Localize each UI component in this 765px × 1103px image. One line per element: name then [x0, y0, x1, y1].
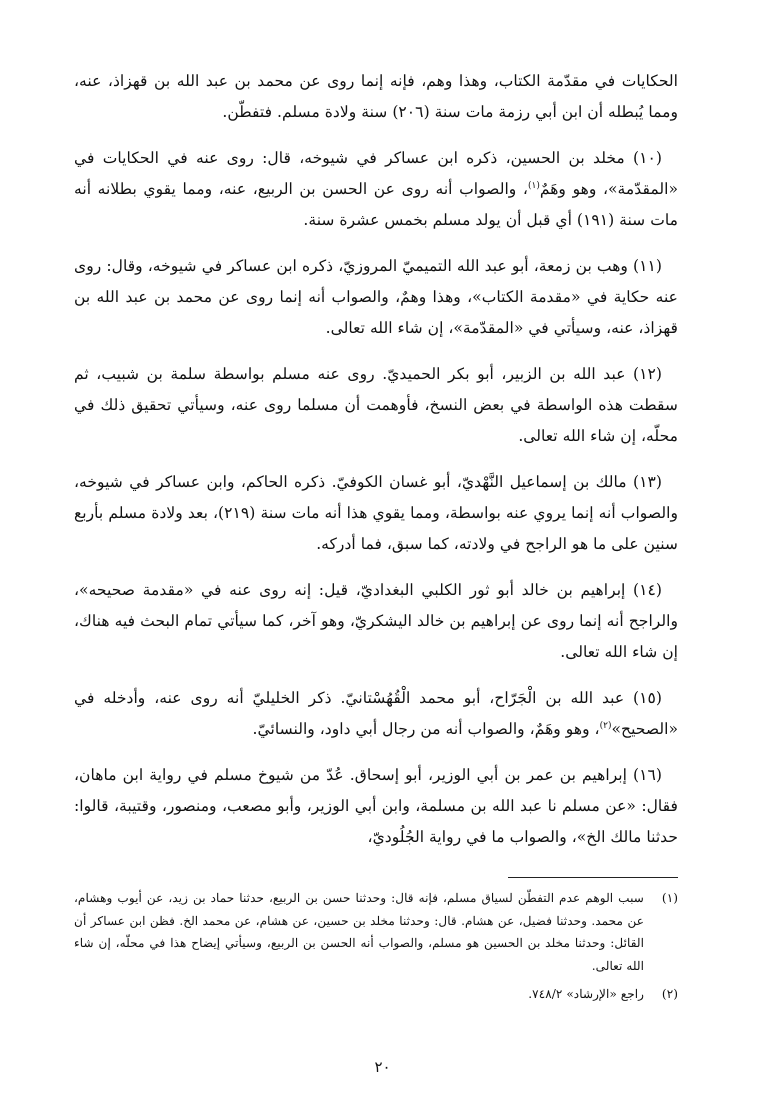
- footnote-ref: (٢): [599, 720, 612, 731]
- para-10: [74, 143, 678, 236]
- paragraph-text: (١٤) إبراهيم بن خالد أبو ثور الكلبي البغداديّ، قيل: إنه روى عنه في «مقدمة صحيحه»، والراجح أنه إنما روى عن إبراهيم بن خالد اليشكريّ، وهو آخر، كما سيأتي تمام البحث فيه هناك، إن شاء الله تعالى.: [74, 581, 678, 661]
- para-13: [74, 467, 678, 560]
- footnote-number: (١): [661, 891, 678, 905]
- para-15: [74, 683, 678, 745]
- para-16: [74, 760, 678, 853]
- para-12: [74, 359, 678, 452]
- paragraph-text: (١٣) مالك بن إسماعيل النَّهْديّ، أبو غسان الكوفيّ. ذكره الحاكم، وابن عساكر في شيوخه، والصواب أنه إنما يروي عنه بواسطة، ومما يقوي هذا أنه مات سنة (٢١٩)، بعد ولادة مسلم بأربع سنين على ما هو الراجح في ولادته، كما سبق، فما أدركه.: [74, 473, 678, 553]
- footnote: [74, 983, 678, 1006]
- paragraph-text: (١٢) عبد الله بن الزبير، أبو بكر الحميديّ. روى عنه مسلم بواسطة سلمة بن شبيب، ثم سقطت هذه الواسطة في بعض النسخ، فأوهمت أن مسلما روى عنه، وسيأتي تحقيق ذلك في محلّه، إن شاء الله تعالى.: [74, 365, 678, 445]
- footnotes: [74, 887, 678, 1012]
- paragraph-text: (١٠) مخلد بن الحسين، ذكره ابن عساكر في شيوخه، قال: روى عنه في الحكايات في «المقدّمة»، وهو وهَمٌ: [74, 149, 678, 198]
- page-number: ٢٠: [374, 1058, 391, 1076]
- main-text: [74, 66, 678, 868]
- paragraph-text: (١١) وهب بن زمعة، أبو عبد الله التميميّ المروزيّ، ذكره ابن عساكر في شيوخه، وقال: روى عنه حكاية في «مقدمة الكتاب»، وهذا وهمٌ، والصواب أنه إنما روى عن محمد بن عبد الله بن قهزاذ، عنه، وسيأتي في «المقدّمة»، إن شاء الله تعالى.: [74, 257, 678, 337]
- footnote-number: (٢): [661, 987, 678, 1001]
- paragraph-text: (١٥) عبد الله بن الْجَرّاح، أبو محمد الْقُهُسْتانيّ. ذكر الخليليّ أنه روى عنه، وأدخله في «الصحيح»: [74, 689, 678, 738]
- paragraph-text: الحكايات في مقدّمة الكتاب، وهذا وهم، فإنه إنما روى عن محمد بن عبد الله بن قهزاذ، عنه، ومما يُبطله أن ابن أبي رزمة مات سنة (٢٠٦) سنة ولادة مسلم. فتفطّن.: [74, 72, 678, 121]
- para-14: [74, 575, 678, 668]
- paragraph-text: ، والصواب أنه روى عن الحسن بن الربيع، عنه، ومما يقوي بطلانه أنه مات سنة (١٩١) أي قبل أن يولد مسلم بخمس عشرة سنة.: [74, 180, 678, 229]
- footnote-ref: (١): [527, 180, 540, 191]
- footnote-text: راجع «الإرشاد» ٧٤٨/٢.: [528, 987, 644, 1001]
- footnote-text: سبب الوهم عدم التفطّن لسياق مسلم، فإنه قال: وحدثنا حسن بن الربيع، حدثنا حماد بن زيد، عن أيوب وهشام، عن محمد. وحدثنا فضيل، عن هشام. قال: وحدثنا مخلد بن حسين، عن هشام، عن محمد الخ. فظن ابن عساكر أن القائل: وحدثنا مخلد بن الحسين هو مسلم، والصواب أنه الحسن بن الربيع، وسيأتي إيضاح هذا في محلّه، إن شاء الله تعالى.: [74, 891, 644, 973]
- para-11: [74, 251, 678, 344]
- footnote-separator: [508, 877, 678, 878]
- paragraph-text: ، وهو وهَمٌ، والصواب أنه من رجال أبي داود، والنسائيّ.: [252, 720, 600, 738]
- para-continuation: [74, 66, 678, 128]
- footnote: [74, 887, 678, 977]
- paragraph-text: (١٦) إبراهيم بن عمر بن أبي الوزير، أبو إسحاق. عُدّ من شيوخ مسلم في رواية ابن ماهان، فقال: «عن مسلم نا عبد الله بن مسلمة، وابن أبي الوزير، وأبو مصعب، ومنصور، وقتيبة، قالوا: حدثنا مالك الخ»، والصواب ما في رواية الجُلُوديّ،: [74, 766, 678, 846]
